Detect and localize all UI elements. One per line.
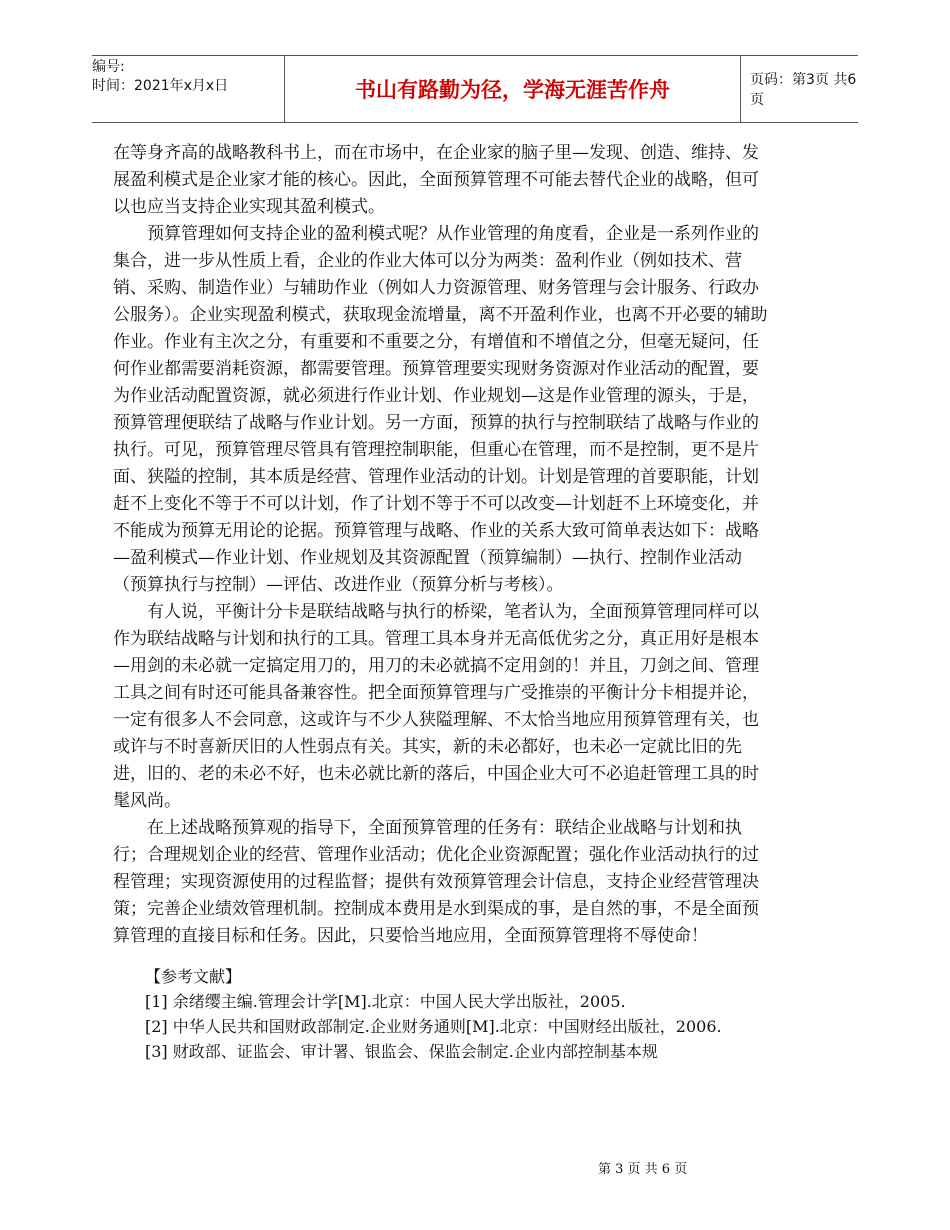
header-page-label: 页码：第3页 共6页 — [750, 72, 857, 108]
time-label: 时间：2021年x月x日 — [92, 78, 229, 94]
paragraph: 在上述战略预算观的指导下，全面预算管理的任务有：联结企业战略与计划和执行；合理规划企业的经营、管理作业活动；优化企业资源配置；强化作业活动执行的过程管理；实现资源使用的过程监督；提供有效预算管理会计信息，支持企业经营管理决策；完善企业绩效管理机制。控制成本费用是水到渠成的事，是自然的事，不是全面预算管理的直接目标和任务。因此，只要恰当地应用，全面预算管理将不辱使命！ — [113, 818, 759, 946]
header-motto: 书山有路勤为径，学海无涯苦作舟 — [284, 56, 741, 122]
reference-item: [1] 余绪缨主编.管理会计学[M].北京：中国人民大学出版社，2005. — [145, 992, 626, 1011]
references-title: 【参考文献】 — [145, 967, 242, 986]
document-body — [113, 140, 773, 1064]
paragraph: 预算管理如何支持企业的盈利模式呢？从作业管理的角度看，企业是一系列作业的集合，进一步从性质上看，企业的作业大体可以分为两类：盈利作业（例如技术、营销、采购、制造作业）与辅助作业（例如人力资源管理、财务管理与会计服务、行政办公服务）。企业实现盈利模式，获取现金流增量，离不开盈利作业，也离不开必要的辅助作业。作业有主次之分，有重要和不重要之分，有增值和不增值之分，但毫无疑问，任何作业都需要消耗资源，都需要管理。预算管理要实现财务资源对作业活动的配置，要为作业活动配置资源，就必须进行作业计划、作业规划—这是作业管理的源头，于是，预算管理便联结了战略与作业计划。另一方面，预算的执行与控制联结了战略与作业的执行。可见，预算管理尽管具有管理控制职能，但重心在管理，而不是控制，更不是片面、狭隘的控制，其本质是经营、管理作业活动的计划。计划是管理的首要职能，计划赶不上变化不等于不可以计划，作了计划不等于不可以改变—计划赶不上环境变化，并不能成为预算无用论的论据。预算管理与战略、作业的关系大致可简单表达如下：战略—盈利模式—作业计划、作业规划及其资源配置（预算编制）—执行、控制作业活动（预算执行与控制）—评估、改进作业（预算分析与考核）。 — [113, 224, 768, 595]
header-meta — [92, 56, 284, 122]
page-header — [92, 55, 858, 123]
page-footer: 第 3 页 共 6 页 — [598, 1162, 688, 1177]
references-section — [113, 964, 773, 1064]
reference-item: [3] 财政部、证监会、审计署、银监会、保监会制定.企业内部控制基本规 — [145, 1042, 658, 1061]
number-label: 编号: — [92, 59, 125, 75]
reference-item: [2] 中华人民共和国财政部制定.企业财务通则[M].北京：中国财经出版社，2006. — [145, 1017, 722, 1036]
paragraph: 有人说，平衡计分卡是联结战略与执行的桥梁，笔者认为，全面预算管理同样可以作为联结战略与计划和执行的工具。管理工具本身并无高低优劣之分，真正用好是根本—用剑的未必就一定搞定用刀的，用刀的未必就搞不定用剑的！并且，刀剑之间、管理工具之间有时还可能具备兼容性。把全面预算管理与广受推崇的平衡计分卡相提并论，一定有很多人不会同意，这或许与不少人狭隘理解、不太恰当地应用预算管理有关，也或许与不时喜新厌旧的人性弱点有关。其实，新的未必都好，也未必一定就比旧的先进，旧的、老的未必不好，也未必就比新的落后，中国企业大可不必追赶管理工具的时髦风尚。 — [113, 602, 759, 811]
paragraph: 在等身齐高的战略教科书上，而在市场中，在企业家的脑子里—发现、创造、维持、发展盈利模式是企业家才能的核心。因此，全面预算管理不可能去替代企业的战略，但可以也应当支持企业实现其盈利模式。 — [113, 143, 759, 217]
